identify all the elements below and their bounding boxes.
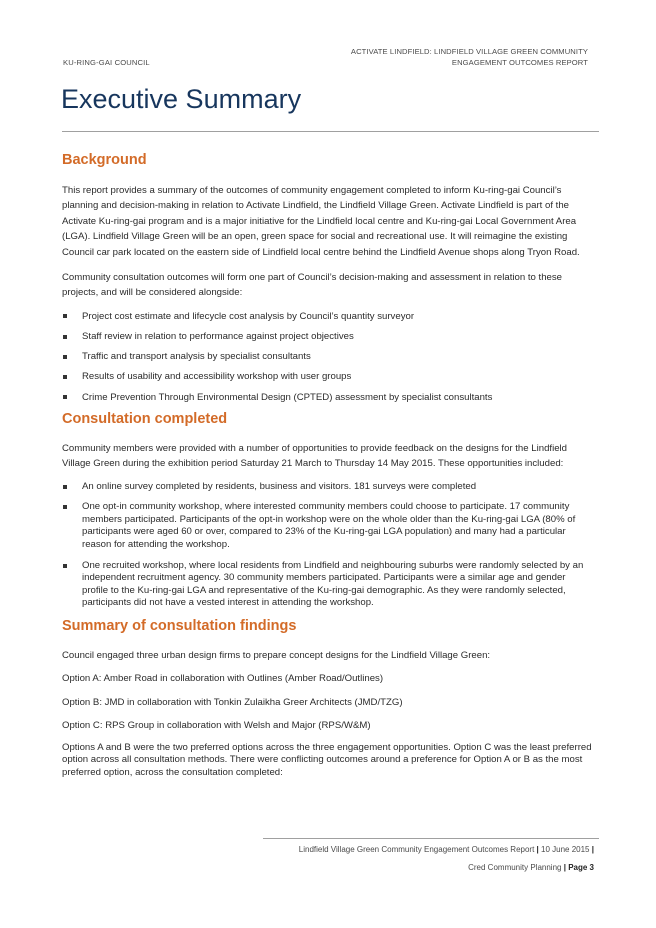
consultation-heading: Consultation completed — [62, 410, 228, 427]
footer-report-title: Lindfield Village Green Community Engagement Outcomes Report — [298, 845, 535, 854]
main-content — [62, 150, 592, 780]
list-item — [62, 560, 592, 610]
list-item-text: Project cost estimate and lifecycle cost analysis by Council’s quantity surveyor — [82, 310, 415, 322]
footer-divider — [263, 838, 599, 839]
consultation-paragraph-1: Community members were provided with a number of opportunities to provide feedback on the designs for the Lindfield Village Green during the exhibition period Saturday 21 March to Thursday 14 May 2015. These opportunities included: — [62, 442, 568, 470]
footer-page-line: Cred Community Planning | Page 3 — [468, 863, 594, 872]
findings-option-a: Option A: Amber Road in collaboration with Outlines (Amber Road/Outlines) — [62, 673, 384, 685]
list-item — [62, 391, 592, 404]
background-paragraph-1: This report provides a summary of the outcomes of community engagement completed to inform Ku-ring-gai Council’s planning and decision-making in relation to Activate Lindfield, the Lindfield Village Green. Activate Lindfield is part of the Activate Ku-ring-gai program and is a major initiative for the Lindfield local centre and Ku-ring-gai Local Government Area (LGA). Lindfield Village Green will be an open, green space for social and recreational use. It will reimagine the existing Council car park located on the eastern side of Lindfield local centre behind the Lindfield Avenue shops along Tryon Road. — [62, 185, 580, 258]
list-item-text: One recruited workshop, where local residents from Lindfield and neighbouring suburbs were randomly selected by an independent recruitment agency. 30 community members participated. Participants were a similar age and gender profile to the Ku-ring-gai LGA and representative of the Ku-ring-gai demographic. As they were randomly selected, participants did not have a vested interest in attending the workshop. — [82, 559, 584, 609]
consultation-bullet-list — [62, 481, 592, 610]
background-heading: Background — [62, 152, 147, 168]
bullet-square-icon — [63, 395, 67, 399]
list-item-text: Results of usability and accessibility workshop with user groups — [82, 371, 352, 383]
bullet-square-icon — [63, 505, 67, 509]
findings-paragraph-1: Council engaged three urban design firms to prepare concept designs for the Lindfield Village Green: — [62, 649, 491, 661]
findings-option-c: Option C: RPS Group in collaboration with Welsh and Major (RPS/W&M) — [62, 720, 371, 732]
list-item — [62, 310, 592, 323]
bullet-square-icon — [63, 355, 67, 359]
list-item — [62, 501, 592, 551]
list-item-text: Staff review in relation to performance against project objectives — [82, 331, 354, 343]
bullet-square-icon — [63, 564, 67, 568]
title-divider — [62, 131, 599, 132]
header-council-name: KU-RING-GAI COUNCIL — [63, 58, 150, 67]
background-paragraph-2: Community consultation outcomes will form one part of Council’s decision-making and assessment in relation to these projects, and will be considered alongside: — [62, 272, 563, 299]
bullet-square-icon — [63, 314, 67, 318]
list-item — [62, 330, 592, 343]
list-item-text: An online survey completed by residents, business and visitors. 181 surveys were completed — [82, 480, 477, 492]
bullet-square-icon — [63, 335, 67, 339]
header-report-title — [258, 46, 588, 68]
bullet-square-icon — [63, 485, 67, 489]
list-item-text: One opt-in community workshop, where interested community members could choose to participate. 17 community members participated. Participants of the opt-in workshop were on the whole older than the Ku-ring-gai LGA (80% of participants were aged 60 or over, compared to 23% of the Ku-ring-gai LGA population) and many had a particular reason for attending the workshop. — [82, 501, 576, 550]
findings-paragraph-last: Options A and B were the two preferred options across the three engagement opportunities. Option C was the least preferred option across all consultation methods. There were conflicting outcomes around a preference for Option A or B as the most preferred option, across the consultation completed: — [62, 741, 592, 779]
list-item — [62, 481, 592, 494]
list-item — [62, 370, 592, 383]
list-item — [62, 350, 592, 363]
background-bullet-list — [62, 310, 592, 404]
footer-author: Cred Community Planning — [468, 863, 562, 872]
list-item-text: Traffic and transport analysis by specialist consultants — [82, 351, 311, 363]
findings-heading: Summary of consultation findings — [62, 617, 297, 634]
header-report-title-line2: ENGAGEMENT OUTCOMES REPORT — [451, 58, 588, 67]
page-title: Executive Summary — [61, 84, 302, 114]
list-item-text: Crime Prevention Through Environmental Design (CPTED) assessment by specialist consultants — [82, 391, 493, 403]
footer-report-line: Lindfield Village Green Community Engagement Outcomes Report | 10 June 2015 | — [298, 845, 594, 854]
findings-option-b: Option B: JMD in collaboration with Tonkin Zulaikha Greer Architects (JMD/TZG) — [62, 696, 403, 708]
page-number: Page 3 — [568, 863, 594, 872]
header-report-title-line1: ACTIVATE LINDFIELD: LINDFIELD VILLAGE GREEN COMMUNITY — [350, 47, 588, 56]
footer-date: 10 June 2015 — [541, 845, 590, 854]
bullet-square-icon — [63, 375, 67, 379]
